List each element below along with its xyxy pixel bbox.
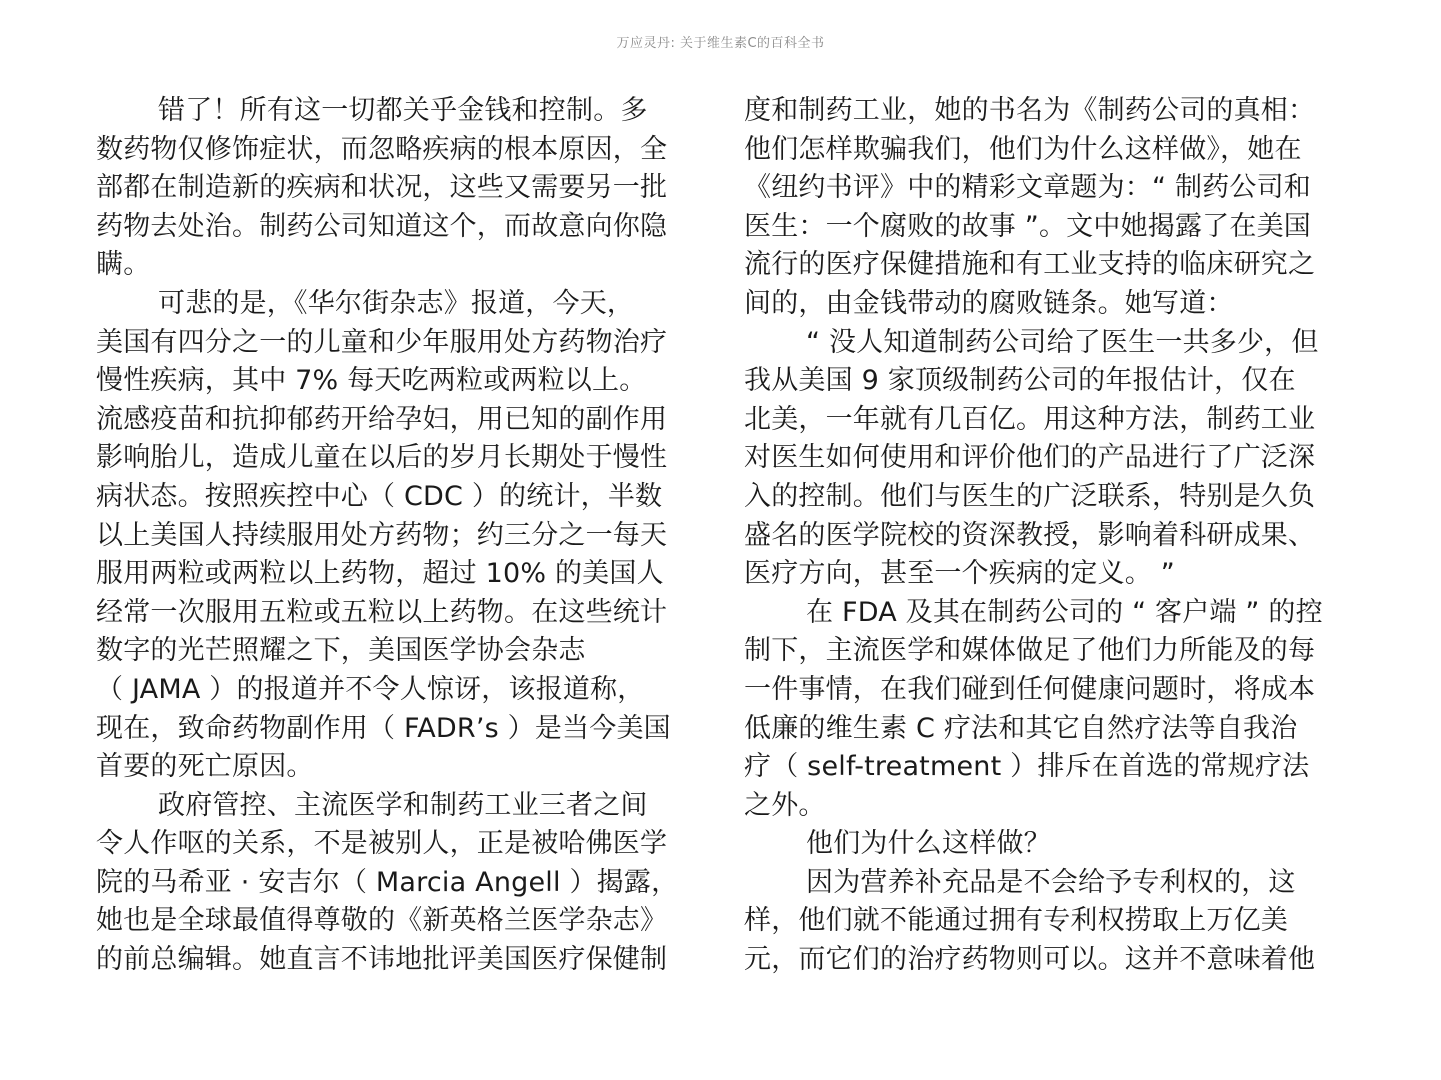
right-text-column [744, 92, 1350, 980]
text-line: 医疗方向，甚至一个疾病的定义。 ” [744, 558, 1175, 590]
text-line: 慢性疾病，其中 7% 每天吃两粒或两粒以上。 [96, 365, 647, 397]
text-line: 制下，主流医学和媒体做足了他们力所能及的每 [744, 635, 1316, 667]
left-text-column [96, 92, 706, 980]
text-line: 首要的死亡原因。 [96, 751, 314, 783]
text-line: 服用两粒或两粒以上药物，超过 10% 的美国人 [96, 558, 664, 590]
text-line: 入的控制。他们与医生的广泛联系，特别是久负 [744, 480, 1316, 512]
text-line: 现在，致命药物副作用（ FADR’s ）是当今美国 [96, 712, 671, 744]
text-line: 盛名的医学院校的资深教授，影响着科研成果、 [744, 519, 1316, 551]
text-line: 他们怎样欺骗我们，他们为什么这样做》，她在 [744, 133, 1302, 165]
text-line: 我从美国 9 家顶级制药公司的年报估计，仅在 [744, 365, 1296, 397]
text-line: 在 FDA 及其在制药公司的 “ 客户端 ” 的控 [806, 596, 1323, 628]
page-header: 万应灵丹: 关于维生素C的百科全书 [616, 36, 825, 51]
text-line: 流行的医疗保健措施和有工业支持的临床研究之 [744, 249, 1316, 281]
text-line: 瞒。 [96, 249, 151, 281]
text-line: 的前总编辑。她直言不讳地批评美国医疗保健制 [96, 944, 668, 976]
text-line: 医生：一个腐败的故事 ”。文中她揭露了在美国 [744, 210, 1311, 242]
text-line: 院的马希亚 · 安吉尔（ Marcia Angell ）揭露， [96, 866, 679, 898]
text-line: 《纽约书评》中的精彩文章题为：“ 制药公司和 [744, 172, 1311, 204]
text-line: 病状态。按照疾控中心（ CDC ）的统计，半数 [96, 480, 663, 512]
text-line: 错了！所有这一切都关乎金钱和控制。多 [158, 95, 648, 126]
text-line: 低廉的维生素 C 疗法和其它自然疗法等自我治 [744, 712, 1298, 744]
text-line: 以上美国人持续服用处方药物；约三分之一每天 [96, 519, 668, 551]
text-line: 因为营养补充品是不会给予专利权的，这 [806, 866, 1296, 898]
text-line: 疗（ self-treatment ）排斥在首选的常规疗法 [744, 751, 1310, 783]
text-line: 经常一次服用五粒或五粒以上药物。在这些统计 [96, 596, 668, 628]
text-line: 度和制药工业，她的书名为《制药公司的真相： [744, 95, 1316, 126]
text-line: 药物去处治。制药公司知道这个，而故意向你隐 [96, 210, 668, 242]
text-line: 影响胎儿，造成儿童在以后的岁月长期处于慢性 [96, 442, 668, 474]
text-line: “ 没人知道制药公司给了医生一共多少，但 [806, 326, 1319, 358]
text-line: 数字的光芒照耀之下，美国医学协会杂志 [96, 635, 586, 667]
text-line: 北美，一年就有几百亿。用这种方法，制药工业 [744, 403, 1316, 435]
text-line: 部都在制造新的疾病和状况，这些又需要另一批 [96, 172, 668, 204]
text-line: 美国有四分之一的儿童和少年服用处方药物治疗 [96, 326, 668, 358]
text-line: 政府管控、主流医学和制药工业三者之间 [158, 789, 648, 821]
text-line: 可悲的是，《华尔街杂志》报道，今天， [158, 287, 635, 319]
text-line: 一件事情，在我们碰到任何健康问题时，将成本 [744, 673, 1316, 705]
text-line: 她也是全球最值得尊敬的《新英格兰医学杂志》 [96, 905, 668, 937]
text-line: 他们为什么这样做？ [806, 828, 1051, 860]
text-line: 间的，由金钱带动的腐败链条。她写道： [744, 287, 1234, 319]
text-line: 流感疫苗和抗抑郁药开给孕妇，用已知的副作用 [96, 403, 668, 435]
text-line: 样，他们就不能通过拥有专利权捞取上万亿美 [744, 905, 1288, 937]
text-line: （ JAMA ）的报道并不令人惊讶，该报道称， [96, 673, 645, 705]
text-line: 之外。 [744, 789, 826, 821]
text-line: 对医生如何使用和评价他们的产品进行了广泛深 [744, 442, 1316, 474]
text-line: 数药物仅修饰症状，而忽略疾病的根本原因，全 [96, 133, 668, 165]
text-line: 令人作呕的关系，不是被别人，正是被哈佛医学 [96, 828, 668, 860]
text-line: 元，而它们的治疗药物则可以。这并不意味着他 [744, 944, 1316, 976]
